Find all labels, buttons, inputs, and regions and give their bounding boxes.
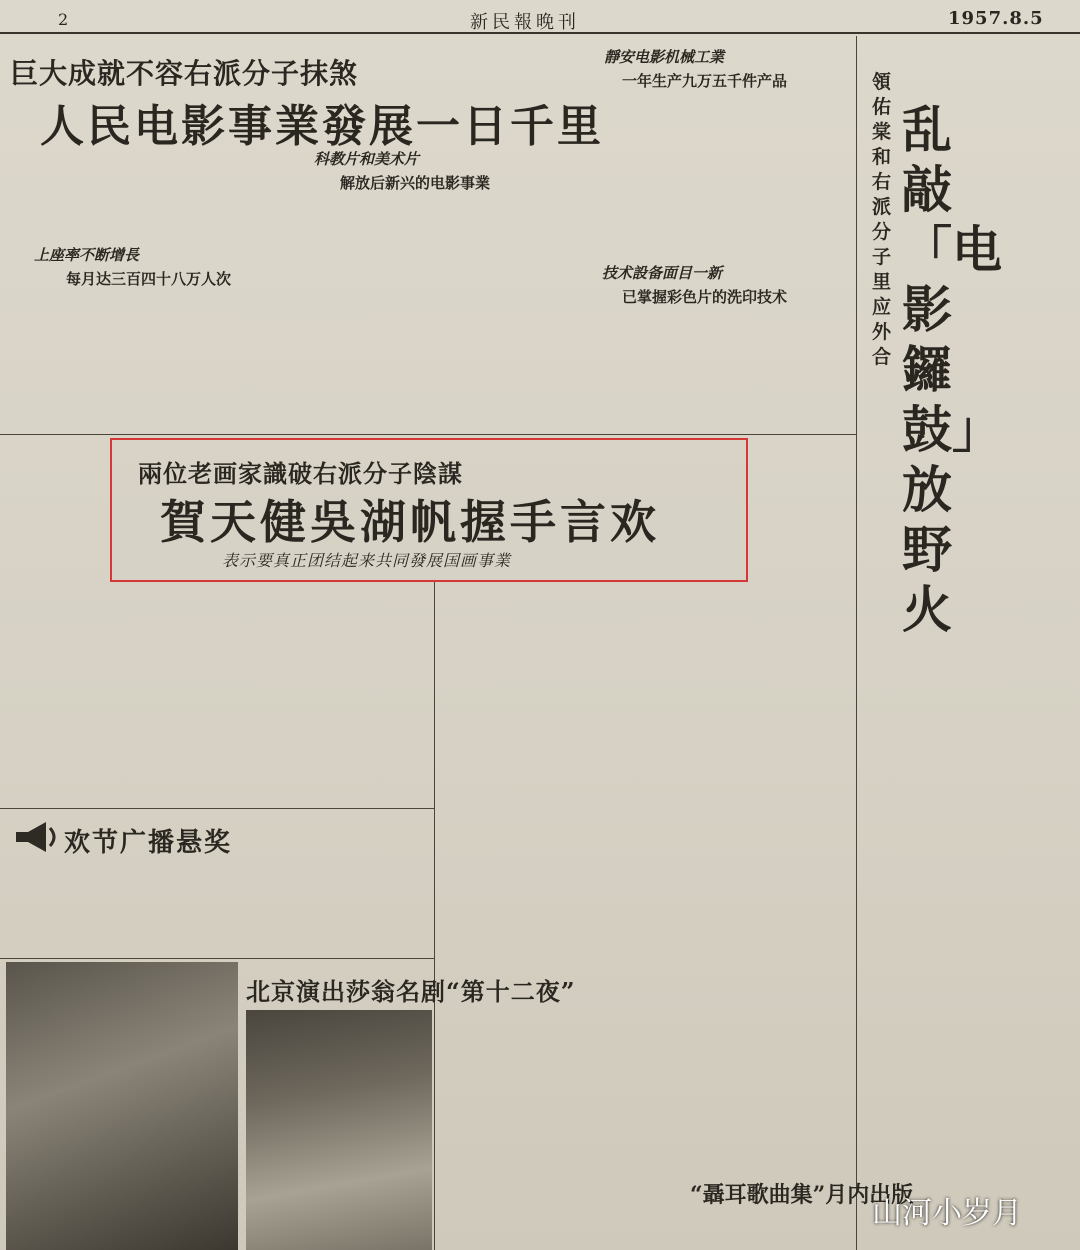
boxed-deck: 表示要真正团结起来共同發展国画事業 bbox=[222, 551, 512, 570]
section-subtitle: 解放后新兴的电影事業 bbox=[340, 174, 491, 192]
article-body-block bbox=[654, 600, 850, 1166]
section-rule bbox=[0, 958, 434, 959]
section-rule bbox=[0, 808, 434, 809]
masthead bbox=[0, 6, 1080, 34]
boxed-headline: 賀天健吳湖帆握手言欢 bbox=[160, 495, 660, 549]
radio-contest-title: 欢节广播悬奖 bbox=[64, 828, 233, 858]
beijing-performance-title: 北京演出莎翁名剧“第十二夜” bbox=[246, 977, 576, 1006]
side-headline: 乱敲「电影鑼鼓」放野火 bbox=[902, 100, 1002, 639]
article-body-block bbox=[220, 582, 428, 804]
article-body-block bbox=[8, 148, 288, 220]
article-body-block bbox=[580, 92, 848, 252]
column-rule bbox=[434, 580, 435, 1250]
side-lead: 領佑棠和右派分子里应外合 bbox=[872, 71, 892, 368]
page-number: 2 bbox=[58, 10, 69, 29]
section-subtitle: 一年生产九万五千件产品 bbox=[622, 72, 788, 90]
section-rule bbox=[0, 434, 856, 435]
section-title: 技术設备面目一新 bbox=[602, 264, 723, 282]
side-body-block bbox=[962, 54, 1074, 634]
boxed-kicker: 兩位老画家識破右派分子陰謀 bbox=[138, 459, 463, 488]
songbook-title: “聶耳歌曲集”月内出版 bbox=[690, 1182, 914, 1208]
article-body-block bbox=[440, 976, 650, 1006]
section-title: 科教片和美术片 bbox=[314, 150, 420, 168]
column-rule bbox=[856, 36, 857, 1250]
issue-date: 1957.8.5 bbox=[948, 8, 1044, 29]
article-body-block bbox=[8, 440, 104, 570]
highlighted-article-box bbox=[110, 438, 748, 582]
stage-photo bbox=[6, 962, 238, 1250]
section-title: 上座率不断增長 bbox=[34, 246, 140, 264]
article-body-block bbox=[8, 862, 430, 954]
article-body-block bbox=[290, 194, 572, 430]
loudspeaker-icon bbox=[12, 818, 60, 856]
article-body-block bbox=[8, 290, 288, 430]
actress-photo bbox=[246, 1010, 432, 1250]
article-body-block bbox=[750, 440, 852, 600]
main-headline: 人民电影事業發展一日千里 bbox=[40, 101, 604, 152]
section-subtitle: 已掌握彩色片的洗印技术 bbox=[622, 288, 788, 306]
side-body-block bbox=[870, 640, 1074, 1180]
section-subtitle: 每月达三百四十八万人次 bbox=[66, 270, 232, 288]
section-title: 靜安电影机械工業 bbox=[604, 48, 725, 66]
main-kicker: 巨大成就不容右派分子抹煞 bbox=[10, 57, 359, 90]
article-body-block bbox=[580, 308, 848, 430]
article-body-block bbox=[8, 582, 214, 804]
paper-name: 新民報晚刊 bbox=[470, 12, 580, 33]
watermark: 山河小岁月 bbox=[872, 1196, 1022, 1231]
article-body-block bbox=[438, 1010, 648, 1246]
article-body-block bbox=[440, 582, 648, 972]
